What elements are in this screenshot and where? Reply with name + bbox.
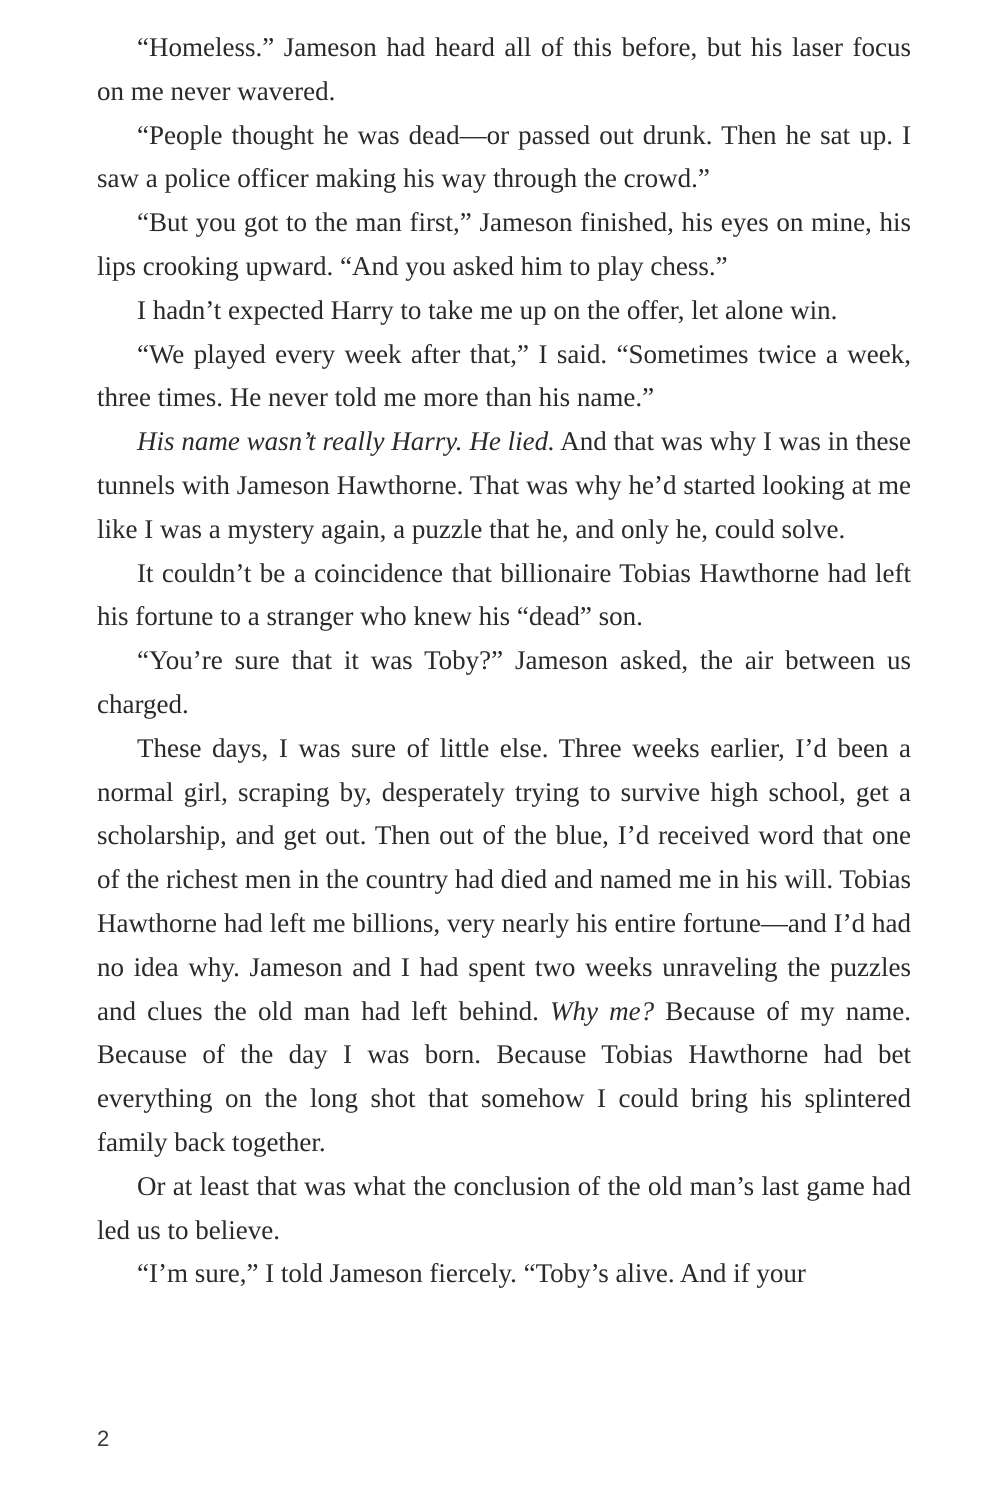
paragraph-text: I hadn’t expected Harry to take me up on the offer, let alone win. (137, 294, 838, 325)
paragraph-text: And that was why I was in these tunnels with Jameson Hawthorne. That was why he’d started looking at me like I was a mystery again, a puzzle that he, and only he, could solve. (97, 426, 911, 544)
paragraph-text: Or at least that was what the conclusion of the old man’s last game had led us to believe. (97, 1170, 911, 1245)
paragraph (97, 1165, 911, 1253)
paragraph-text: “I’m sure,” I told Jameson fiercely. “Toby’s alive. And if your (137, 1258, 806, 1289)
paragraph (97, 420, 911, 551)
page-number: 2 (97, 1426, 110, 1451)
paragraph (97, 1252, 911, 1296)
paragraph-text: “Homeless.” Jameson had heard all of this before, but his laser focus on me never wavered. (97, 32, 911, 106)
paragraph (97, 114, 911, 202)
paragraph (97, 727, 911, 1165)
paragraph (97, 26, 911, 114)
paragraph (97, 201, 911, 289)
paragraph-text: Because of my name. Because of the day I was born. Because Tobias Hawthorne had bet everything on the long shot that somehow I could bring his splintered family back together. (97, 995, 911, 1157)
paragraph-text: “But you got to the man first,” Jameson finished, his eyes on mine, his lips crooking upward. “And you asked him to play chess.” (97, 207, 911, 281)
italic-text: Why me? (550, 995, 655, 1026)
italic-text: His name wasn’t really Harry. He lied. (137, 426, 555, 457)
paragraph-text: “People thought he was dead—or passed out drunk. Then he sat up. I saw a police officer making his way through the crowd.” (97, 119, 911, 194)
paragraph (97, 639, 911, 727)
paragraph (97, 289, 911, 333)
paragraph-text: It couldn’t be a coincidence that billionaire Tobias Hawthorne had left his fortune to a stranger who knew his “dead” son. (97, 557, 911, 632)
paragraph (97, 333, 911, 421)
paragraph-text: These days, I was sure of little else. Three weeks earlier, I’d been a normal girl, scraping by, desperately trying to survive high school, get a scholarship, and get out. Then out of the blue, I’d received word that one of the richest men in the country had died and named me in his will. Tobias Hawthorne had left me billions, very nearly his entire fortune—and I’d had no idea why. Jameson and I had spent two weeks unraveling the puzzles and clues the old man had left behind. (97, 732, 911, 1026)
paragraph-text: “We played every week after that,” I said. “Sometimes twice a week, three times. He never told me more than his name.” (97, 338, 911, 413)
page-body (97, 26, 911, 1296)
paragraph (97, 552, 911, 640)
paragraph-text: “You’re sure that it was Toby?” Jameson asked, the air between us charged. (97, 645, 911, 719)
